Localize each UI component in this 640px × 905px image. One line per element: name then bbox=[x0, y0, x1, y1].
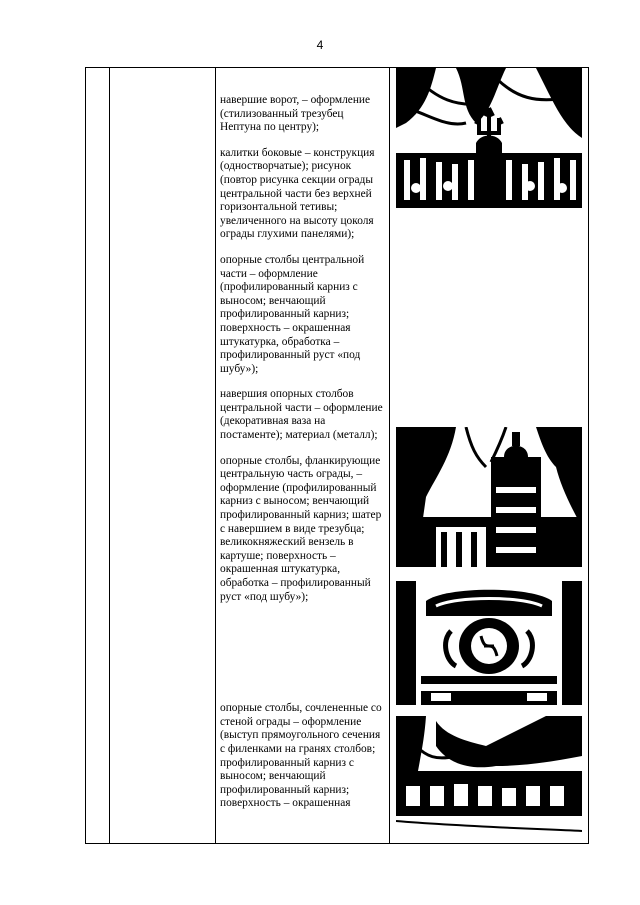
table-col-border bbox=[389, 67, 390, 844]
table-col-border bbox=[215, 67, 216, 844]
paragraph-side-gates: калитки боковые – конструкция (одностворчатые); рисунок (повтор рисунка секции ограды центральной части без верхней горизонтальной тетивы; увеличенного на высоту цоколя ограды глухими панелями); bbox=[220, 146, 375, 241]
table-col-border bbox=[588, 67, 589, 844]
photo-gate-crown bbox=[396, 68, 582, 208]
table-col-border bbox=[109, 67, 110, 844]
photo-fence-wall bbox=[396, 716, 582, 836]
paragraph-central-pillars: опорные столбы центральной части – оформление (профилированный карниз с выносом; венчающий профилированный карниз; поверхность – окрашенная штукатурка, обработка – профилированный руст «под шубу»); bbox=[220, 253, 365, 375]
photo-monogram-cartouche bbox=[396, 581, 582, 705]
paragraph-pillar-finials: навершия опорных столбов центральной части – оформление (декоративная ваза на постаменте); материал (металл); bbox=[220, 388, 383, 442]
table-col-border bbox=[85, 67, 86, 844]
page-number: 4 bbox=[316, 38, 324, 52]
description-column bbox=[220, 94, 385, 811]
paragraph-flanking-pillars: опорные столбы, фланкирующие центральную часть ограды, – оформление (профилированный карниз с выносом; венчающий профилированный карниз; шатер с навершием в виде трезубца; великокняжеский вензель в картуше; поверхность – окрашенная штукатурка, обработка – профилированный руст «под шубу»); bbox=[220, 454, 382, 603]
table-bottom-border bbox=[85, 843, 588, 844]
paragraph-wall-pillars: опорные столбы, сочлененные со стеной ограды – оформление (выступ прямоугольного сечения с филенками на гранях столбов; профилированный карниз с выносом; венчающий профилированный карниз; поверхность – окрашенная bbox=[220, 702, 382, 810]
photo-pillar-vase bbox=[396, 427, 582, 567]
paragraph-gate-crown: навершие ворот, – оформление (стилизованный трезубец Нептуна по центру); bbox=[220, 94, 371, 134]
